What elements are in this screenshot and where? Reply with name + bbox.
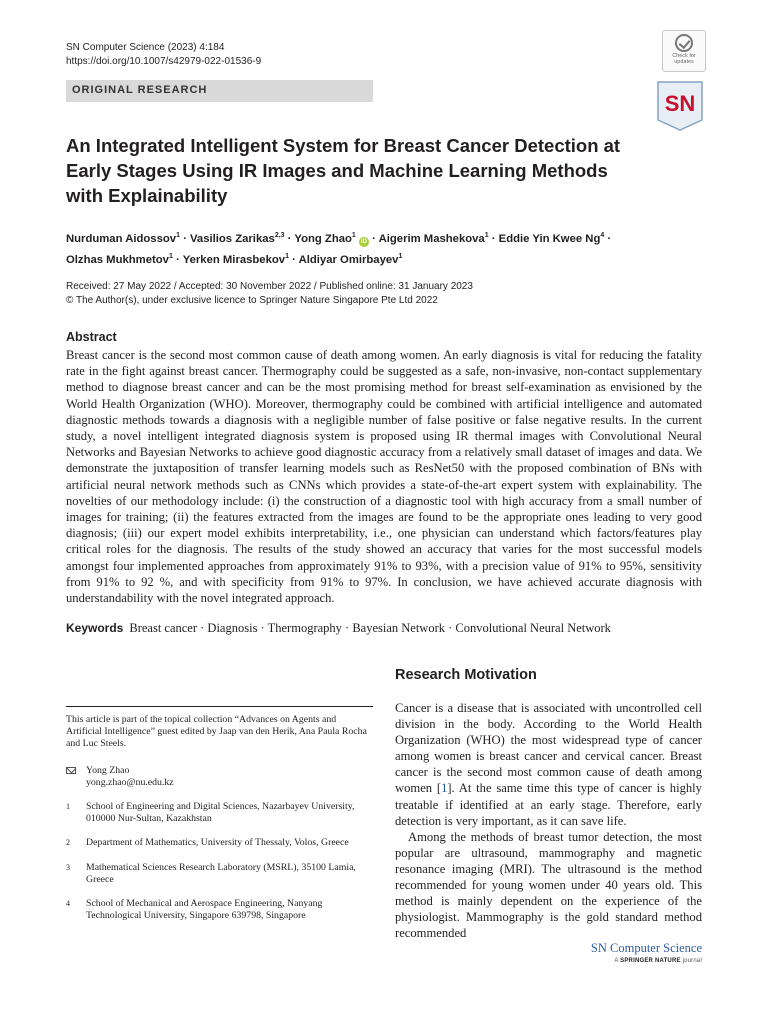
author-affiliation: 1	[168, 252, 173, 260]
affiliation-text: Department of Mathematics, University of Thessaly, Volos, Greece	[86, 837, 349, 849]
sn-logo-text: SN	[664, 91, 696, 116]
affiliation-list	[66, 801, 373, 922]
paragraph-2: Among the methods of breast tumor detection, the most popular are ultrasound, mammography and magnetic resonance imaging (MRI). The ultrasound is the method recommended for young women under 40 years old. This method is mainly dependent on the experience of the physiologist. Mammography is the gold standard method recommended	[395, 829, 702, 941]
author-affiliation: 1	[285, 252, 289, 260]
publisher-name: SPRINGER NATURE	[620, 958, 681, 964]
keywords-label: Keywords	[66, 621, 124, 635]
paper-title: An Integrated Intelligent System for Breast Cancer Detection at Early Stages Using IR Images and Machine Learning Methods with Explainability	[66, 135, 621, 206]
footnote-divider	[66, 706, 373, 707]
collection-note: This article is part of the topical collection “Advances on Agents and Artificial Intelligence” guest edited by Jaap van den Herik, Ana Paula Rocha and Luc Steels.	[66, 714, 367, 750]
author: Nurduman Aidossov$^1$	[66, 232, 180, 245]
corresponding-name: Yong Zhao	[86, 764, 130, 776]
research-motivation-body	[395, 700, 702, 941]
orcid-icon[interactable]: iD	[360, 238, 367, 245]
author: Olzhas Mukhmetov$^1$	[66, 252, 173, 266]
author: Vasilios Zarikas$^{2,3}$	[190, 232, 285, 245]
author-list: Nurduman Aidossov$^1$ · Vasilios Zarikas$^{2,3}$ · Yong Zhao$^1$ iD · Aigerim Mashekova$^1$ · Eddie Yin Kwee $Ng^4$ · Olzhas Mukhmetov$^1$ · Yerken Mirasbekov$^1$ · Aldiyar Omirbayev$^1$	[66, 232, 612, 266]
affiliation	[66, 837, 373, 849]
abstract-heading: Abstract	[66, 330, 117, 344]
affiliation-text: School of Mechanical and Aerospace Engineering, Nanyang Technological University, Singapore 639798, Singapore	[86, 898, 323, 922]
sn-journal-logo	[654, 80, 706, 132]
envelope-icon	[66, 767, 76, 774]
affiliation-number: 3	[66, 862, 70, 872]
author-affiliation: 1	[176, 232, 180, 239]
affiliation-number: 1	[66, 802, 70, 812]
affiliation	[66, 862, 373, 886]
author: Yerken Mirasbekov$^1$	[182, 252, 289, 266]
publication-dates	[66, 280, 473, 308]
corresponding-email[interactable]: yong.zhao@nu.edu.kz	[86, 776, 174, 788]
author: Aldiyar Omirbayev$^1$	[298, 252, 403, 266]
affiliation	[66, 801, 373, 825]
abstract-text: Breast cancer is the second most common cause of death among women. An early diagnosis is vital for reducing the fatality rate in the fight against breast cancer. Thermography could be suggested as a safe, non-invasive, non-contact supplementary method to diagnose breast cancer and can be the most promising method for breast self-examination as envisioned by the World Health Organization (WHO). Moreover, thermography could be combined with artificial intelligence and automated diagnostic methods towards a diagnosis with a negligible number of false positive or false negative results. In the current study, a novel intelligent integrated diagnosis system is proposed using IR thermal images with Convolutional Neural Networks and Bayesian Networks to achieve good diagnostic accuracy from a relatively small dataset of images and data. We demonstrate the juxtaposition of transfer learning models such as ResNet50 with the proposed combination of BNs with artificial neural network methods such as CNNs which provides a state-of-the-art expert system with explainability. The novelties of our methodology include: (i) the construction of a diagnostic tool with high accuracy from a small number of images for training; (ii) the features extracted from the images are found to be the appropriate ones leading to very good diagnosis; (iii) our expert model exhibits interpretability, i.e., one physician can understand which factors/features play critical roles for the diagnosis. The results of the study showed an accuracy that varies for the most successful models amongst four implemented approaches from approximately 91% to 93%, with a precision value of 91% to 95%, sensitivity from 91% to 92 %, and with specificity from 91% to 97%. In conclusion, we have achieved accurate diagnosis with understandability with the novel integrated approach.	[66, 348, 702, 606]
author: Yong Zhao$^1$ iD	[294, 232, 367, 245]
section-label: ORIGINAL RESEARCH	[72, 84, 208, 96]
author: Aigerim Mashekova$^1$	[378, 232, 489, 245]
check-for-updates-badge[interactable]: Check for updates	[662, 30, 706, 72]
dates-line: Received: 27 May 2022 / Accepted: 30 November 2022 / Published online: 31 January 2023	[66, 281, 473, 292]
citation: SN Computer Science (2023) 4:184	[66, 42, 225, 53]
section-label-bar	[66, 80, 373, 102]
header-meta	[66, 41, 261, 69]
affiliation-text: Mathematical Sciences Research Laboratory (MSRL), 35100 Lamia, Greece	[86, 861, 356, 885]
copyright-line: © The Author(s), under exclusive licence to Springer Nature Singapore Pte Ltd 2022	[66, 295, 438, 306]
reference-link[interactable]: 1	[441, 781, 448, 796]
corresponding-author	[66, 765, 373, 789]
keywords	[66, 621, 706, 636]
affiliation-text: School of Engineering and Digital Sciences, Nazarbayev University, 010000 Nur-Sultan, Kazakhstan	[86, 801, 355, 825]
author-affiliation: 4	[600, 232, 605, 239]
paragraph-1: Cancer is a disease that is associated with uncontrolled cell division in the body. According to the World Health Organization (WHO) the most widespread type of cancer among women is breast cancer and cervical cancer. Breast cancer is the second most common cause of death among women [1]. At the same time this type of cancer is highly treatable if identified at an early stage. Therefore, early detection is very important, as it can save life.	[395, 701, 702, 828]
footer-journal-name: SN Computer Science	[590, 941, 702, 955]
footer-publisher: A SPRINGER NATURE journal	[614, 958, 702, 964]
affiliation-number: 4	[66, 899, 70, 909]
author-affiliation: 2,3	[274, 232, 285, 239]
author-affiliation: 1	[351, 232, 356, 239]
author-affiliation: 1	[484, 232, 489, 239]
check-updates-icon	[675, 34, 693, 52]
footnotes	[66, 714, 373, 934]
affiliation	[66, 898, 373, 922]
keywords-text: Breast cancer · Diagnosis · Thermography · Bayesian Network · Convolutional Neural Network	[129, 621, 611, 635]
research-motivation-heading: Research Motivation	[395, 667, 537, 683]
affiliation-number: 2	[66, 838, 70, 848]
doi-link[interactable]: https://doi.org/10.1007/s42979-022-01536-9	[66, 56, 262, 67]
author-affiliation: 1	[398, 252, 403, 260]
author: Eddie Yin Kwee Ng$^4$	[498, 232, 605, 245]
